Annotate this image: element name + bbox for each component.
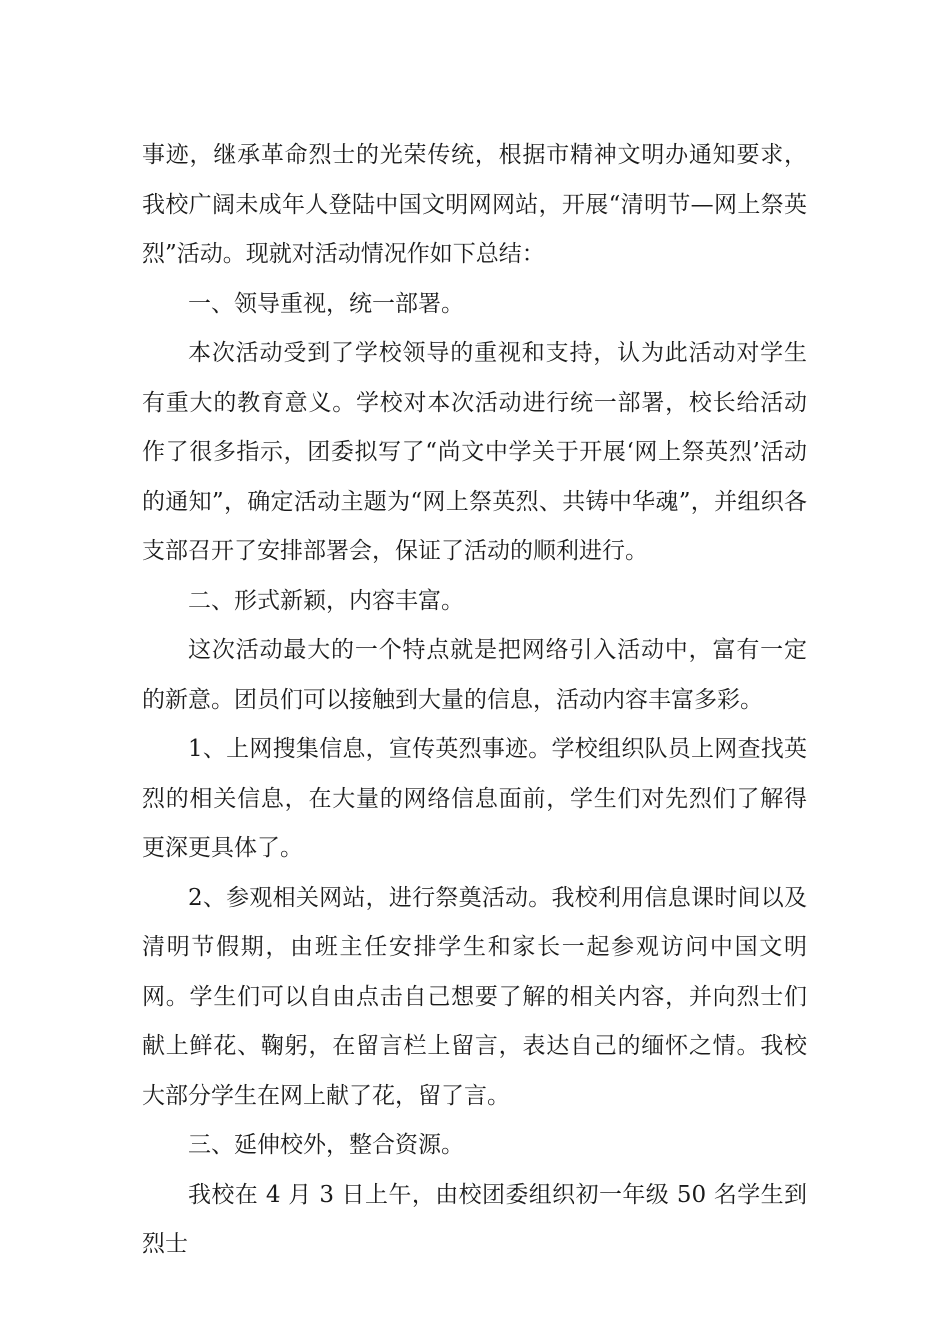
paragraph-intro-continued: 事迹，继承革命烈士的光荣传统，根据市精神文明办通知要求，我校广阔未成年人登陆中国文明网网站，开展“清明节—网上祭英烈”活动。现就对活动情况作如下总结： bbox=[142, 142, 807, 267]
paragraph-leadership: 本次活动受到了学校领导的重视和支持，认为此活动对学生有重大的教育意义。学校对本次活动进行统一部署，校长给活动作了很多指示，团委拟写了“尚文中学关于开展‘网上祭英烈’活动的通知”，确定活动主题为“网上祭英烈、共铸中华魂”，并组织各支部召开了安排部署会，保证了活动的顺利进行。 bbox=[142, 340, 807, 564]
section-heading-1: 一、领导重视，统一部署。 bbox=[188, 290, 464, 317]
paragraph-item-1: 1、上网搜集信息，宣传英烈事迹。学校组织队员上网查找英烈的相关信息，在大量的网络信息面前，学生们对先烈们了解得更深更具体了。 bbox=[142, 736, 807, 861]
section-heading-3: 三、延伸校外，整合资源。 bbox=[188, 1132, 464, 1158]
section-heading-2: 二、形式新颖，内容丰富。 bbox=[188, 587, 464, 614]
paragraph-item-2: 2、参观相关网站，进行祭奠活动。我校利用信息课时间以及清明节假期，由班主任安排学生和家长一起参观访问中国文明网。学生们可以自由点击自己想要了解的相关内容，并向烈士们献上鲜花、鞠躬，在留言栏上留言，表达自己的缅怀之情。我校大部分学生在网上献了花，留了言。 bbox=[142, 884, 807, 1109]
document-body bbox=[142, 131, 807, 1270]
paragraph-off-campus: 我校在 4 月 3 日上午，由校团委组织初一年级 50 名学生到烈士 bbox=[142, 1181, 807, 1257]
paragraph-novel-form: 这次活动最大的一个特点就是把网络引入活动中，富有一定的新意。团员们可以接触到大量的信息，活动内容丰富多彩。 bbox=[142, 637, 807, 713]
